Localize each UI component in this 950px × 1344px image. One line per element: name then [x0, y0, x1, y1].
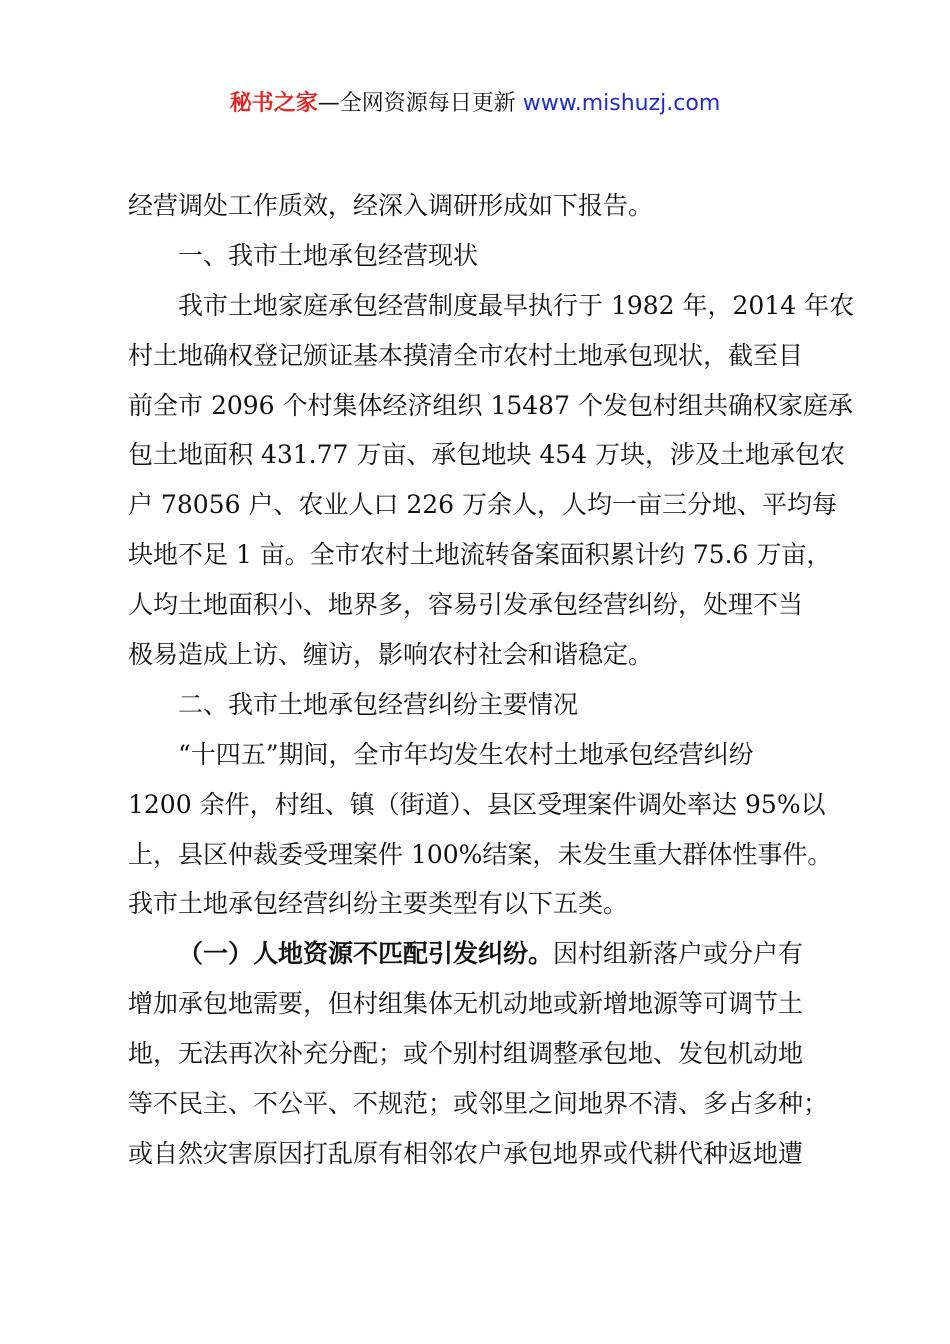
site-header: [0, 86, 950, 122]
header-separator: —: [317, 91, 340, 116]
section-heading-2: 二、我市土地承包经营纠纷主要情况: [178, 689, 579, 719]
text-line: 块地不足 1 亩。全市农村土地流转备案面积累计约 75.6 万亩，: [128, 540, 832, 570]
text-line: 包土地面积 431.77 万亩、承包地块 454 万块，涉及土地承包农: [128, 440, 845, 470]
text-line: “十四五”期间，全市年均发生农村土地承包经营纠纷: [178, 739, 754, 769]
text-line: 等不民主、不公平、不规范；或邻里之间地界不清、多占多种；: [128, 1089, 829, 1119]
text-line: 村土地确权登记颁证基本摸清全市农村土地承包现状，截至目: [128, 340, 804, 370]
text-line: 1200 余件，村组、镇（街道）、县区受理案件调处率达 95%以: [128, 789, 826, 819]
text-line: 地，无法再次补充分配；或个别村组调整承包地、发包机动地: [128, 1039, 804, 1069]
text-line: 极易造成上访、缠访，影响农村社会和谐稳定。: [128, 640, 654, 670]
text-line: 人均土地面积小、地界多，容易引发承包经营纠纷，处理不当: [128, 590, 804, 620]
site-url-link[interactable]: www.mishuzj.com: [522, 91, 721, 116]
subsection-heading: （一）人地资源不匹配引发纠纷。: [178, 939, 554, 969]
text-line: 我市土地家庭承包经营制度最早执行于 1982 年，2014 年农: [178, 290, 855, 320]
text-line: 增加承包地需要，但村组集体无机动地或新增地源等可调节土: [128, 989, 804, 1019]
subsection-line: [128, 929, 868, 979]
text-line: 户 78056 户、农业人口 226 万余人，人均一亩三分地、平均每: [128, 490, 838, 520]
text-line: 经营调处工作质效，经深入调研形成如下报告。: [128, 191, 654, 220]
text-line: 前全市 2096 个村集体经济组织 15487 个发包村组共确权家庭承: [128, 390, 853, 420]
text-line: 我市土地承包经营纠纷主要类型有以下五类。: [128, 889, 629, 919]
text-line: 或自然灾害原因打乱原有相邻农户承包地界或代耕代种返地遭: [128, 1138, 804, 1168]
section-heading-1: 一、我市土地承包经营现状: [178, 240, 479, 270]
text-line: 上，县区仲裁委受理案件 100%结案，未发生重大群体性事件。: [128, 839, 833, 869]
brand-name: 秘书之家: [229, 91, 318, 116]
subsection-text: 因村组新落户或分户有: [553, 939, 804, 969]
header-tagline: 全网资源每日更新: [339, 91, 516, 116]
document-body: [128, 181, 868, 1179]
